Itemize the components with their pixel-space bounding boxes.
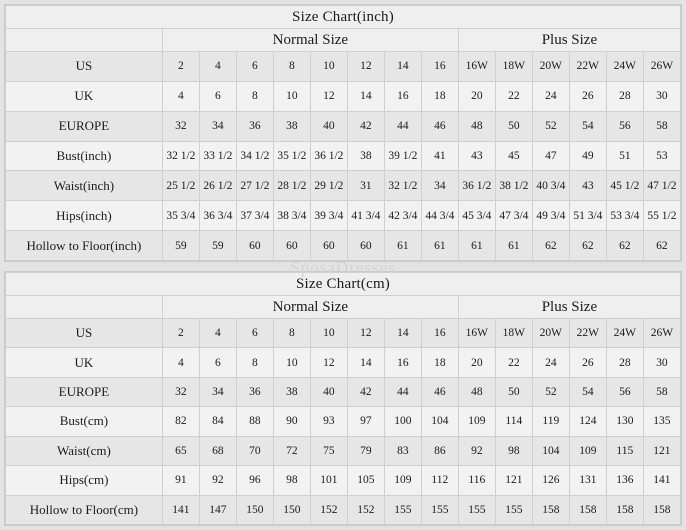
table-cell: 40 3/4 <box>532 171 569 201</box>
table-cell: 46 <box>421 111 458 141</box>
table-cell: 8 <box>273 319 310 348</box>
table-cell: 4 <box>162 348 199 377</box>
table-row <box>6 141 681 171</box>
table-cell: 60 <box>347 231 384 261</box>
table-cell: 61 <box>458 231 495 261</box>
table-cell: 49 3/4 <box>532 201 569 231</box>
table-cell: 53 <box>643 141 680 171</box>
table-cell: 24 <box>532 348 569 377</box>
row-label: Hollow to Floor(inch) <box>6 231 163 261</box>
table-cell: 8 <box>273 52 310 82</box>
size-chart-cm-table <box>5 272 681 525</box>
table-cell: 12 <box>347 319 384 348</box>
table-cell: 83 <box>384 436 421 465</box>
table-cell: 47 1/2 <box>643 171 680 201</box>
table-cell: 28 <box>606 348 643 377</box>
table-cell: 51 <box>606 141 643 171</box>
table-cell: 50 <box>495 377 532 406</box>
table-cell: 18W <box>495 319 532 348</box>
table-cell: 104 <box>532 436 569 465</box>
table-cell: 25 1/2 <box>162 171 199 201</box>
table-cell: 38 3/4 <box>273 201 310 231</box>
table-cell: 49 <box>569 141 606 171</box>
table-cell: 39 1/2 <box>384 141 421 171</box>
table-cell: 14 <box>347 81 384 111</box>
table-row <box>6 52 681 82</box>
group-header-label: Normal Size <box>162 296 458 319</box>
table-cell: 98 <box>273 466 310 495</box>
table-cell: 62 <box>643 231 680 261</box>
table-cell: 26 1/2 <box>199 171 236 201</box>
table-cell: 6 <box>199 348 236 377</box>
table-cell: 8 <box>236 81 273 111</box>
table-cell: 109 <box>458 407 495 436</box>
row-label: Bust(cm) <box>6 407 163 436</box>
table-cell: 16 <box>421 52 458 82</box>
table-cell: 158 <box>569 495 606 524</box>
table-cell: 37 3/4 <box>236 201 273 231</box>
table-cell: 109 <box>569 436 606 465</box>
table-cell: 41 3/4 <box>347 201 384 231</box>
table-cell: 14 <box>347 348 384 377</box>
table-cell: 18 <box>421 81 458 111</box>
table-cell: 126 <box>532 466 569 495</box>
table-cell: 116 <box>458 466 495 495</box>
table-cell: 36 3/4 <box>199 201 236 231</box>
table-cell: 29 1/2 <box>310 171 347 201</box>
table-cell: 51 3/4 <box>569 201 606 231</box>
table-cell: 20W <box>532 52 569 82</box>
table-cell: 38 <box>273 111 310 141</box>
chart-title: Size Chart(cm) <box>6 273 681 296</box>
table-cell: 136 <box>606 466 643 495</box>
table-cell: 34 1/2 <box>236 141 273 171</box>
table-cell: 56 <box>606 111 643 141</box>
table-cell: 40 <box>310 377 347 406</box>
table-row <box>6 111 681 141</box>
table-cell: 12 <box>347 52 384 82</box>
table-cell: 40 <box>310 111 347 141</box>
row-label: US <box>6 52 163 82</box>
row-label: UK <box>6 81 163 111</box>
row-label: US <box>6 319 163 348</box>
table-cell: 147 <box>199 495 236 524</box>
table-cell: 150 <box>236 495 273 524</box>
table-cell: 61 <box>421 231 458 261</box>
table-cell: 88 <box>236 407 273 436</box>
row-label: EUROPE <box>6 111 163 141</box>
table-cell: 4 <box>162 81 199 111</box>
group-header-label: Plus Size <box>458 29 680 52</box>
row-label: Hollow to Floor(cm) <box>6 495 163 524</box>
table-cell: 41 <box>421 141 458 171</box>
table-cell: 16W <box>458 319 495 348</box>
table-cell: 6 <box>236 319 273 348</box>
size-chart-cm <box>4 271 682 526</box>
group-header-corner <box>6 29 163 52</box>
table-cell: 2 <box>162 319 199 348</box>
table-cell: 4 <box>199 52 236 82</box>
table-cell: 52 <box>532 111 569 141</box>
group-header-label: Normal Size <box>162 29 458 52</box>
table-cell: 8 <box>236 348 273 377</box>
table-cell: 155 <box>421 495 458 524</box>
size-chart-cm-body <box>6 273 681 525</box>
table-cell: 34 <box>199 111 236 141</box>
chart-title-row <box>6 273 681 296</box>
table-cell: 65 <box>162 436 199 465</box>
table-cell: 92 <box>458 436 495 465</box>
table-row <box>6 436 681 465</box>
table-cell: 32 <box>162 377 199 406</box>
table-row <box>6 377 681 406</box>
table-cell: 60 <box>310 231 347 261</box>
group-header-label: Plus Size <box>458 296 680 319</box>
table-cell: 48 <box>458 111 495 141</box>
table-cell: 61 <box>384 231 421 261</box>
table-cell: 98 <box>495 436 532 465</box>
table-cell: 50 <box>495 111 532 141</box>
table-row <box>6 81 681 111</box>
table-cell: 93 <box>310 407 347 436</box>
table-cell: 75 <box>310 436 347 465</box>
table-cell: 58 <box>643 377 680 406</box>
table-cell: 47 3/4 <box>495 201 532 231</box>
table-cell: 92 <box>199 466 236 495</box>
group-header-row <box>6 296 681 319</box>
table-cell: 43 <box>458 141 495 171</box>
table-cell: 42 3/4 <box>384 201 421 231</box>
table-cell: 20W <box>532 319 569 348</box>
table-cell: 152 <box>310 495 347 524</box>
table-cell: 16 <box>384 348 421 377</box>
table-cell: 10 <box>273 348 310 377</box>
table-cell: 31 <box>347 171 384 201</box>
table-cell: 34 <box>199 377 236 406</box>
table-cell: 12 <box>310 81 347 111</box>
table-cell: 32 1/2 <box>162 141 199 171</box>
row-label: UK <box>6 348 163 377</box>
table-cell: 2 <box>162 52 199 82</box>
table-cell: 97 <box>347 407 384 436</box>
row-label: Hips(cm) <box>6 466 163 495</box>
row-label: Hips(inch) <box>6 201 163 231</box>
chart-title-row <box>6 6 681 29</box>
table-cell: 43 <box>569 171 606 201</box>
table-cell: 26 <box>569 348 606 377</box>
table-cell: 68 <box>199 436 236 465</box>
table-cell: 32 1/2 <box>384 171 421 201</box>
table-cell: 28 1/2 <box>273 171 310 201</box>
table-cell: 59 <box>162 231 199 261</box>
table-cell: 6 <box>236 52 273 82</box>
table-cell: 22 <box>495 81 532 111</box>
table-cell: 158 <box>643 495 680 524</box>
table-cell: 10 <box>310 52 347 82</box>
table-cell: 18W <box>495 52 532 82</box>
table-cell: 16 <box>384 81 421 111</box>
table-cell: 119 <box>532 407 569 436</box>
table-cell: 61 <box>495 231 532 261</box>
table-cell: 90 <box>273 407 310 436</box>
table-cell: 55 1/2 <box>643 201 680 231</box>
row-label: Waist(inch) <box>6 171 163 201</box>
table-cell: 6 <box>199 81 236 111</box>
table-cell: 91 <box>162 466 199 495</box>
table-cell: 45 3/4 <box>458 201 495 231</box>
table-row <box>6 348 681 377</box>
table-cell: 130 <box>606 407 643 436</box>
table-cell: 158 <box>532 495 569 524</box>
row-label: Bust(inch) <box>6 141 163 171</box>
table-cell: 62 <box>532 231 569 261</box>
table-cell: 36 <box>236 111 273 141</box>
table-cell: 152 <box>347 495 384 524</box>
table-cell: 105 <box>347 466 384 495</box>
table-cell: 121 <box>643 436 680 465</box>
table-cell: 101 <box>310 466 347 495</box>
table-cell: 24 <box>532 81 569 111</box>
table-cell: 96 <box>236 466 273 495</box>
table-cell: 26W <box>643 52 680 82</box>
table-cell: 114 <box>495 407 532 436</box>
table-cell: 60 <box>236 231 273 261</box>
table-row <box>6 171 681 201</box>
table-cell: 45 1/2 <box>606 171 643 201</box>
table-cell: 62 <box>606 231 643 261</box>
table-cell: 38 <box>273 377 310 406</box>
table-cell: 155 <box>458 495 495 524</box>
table-cell: 62 <box>569 231 606 261</box>
table-cell: 48 <box>458 377 495 406</box>
table-cell: 46 <box>421 377 458 406</box>
table-cell: 100 <box>384 407 421 436</box>
table-cell: 27 1/2 <box>236 171 273 201</box>
table-cell: 24W <box>606 319 643 348</box>
table-cell: 35 1/2 <box>273 141 310 171</box>
table-cell: 24W <box>606 52 643 82</box>
table-cell: 30 <box>643 81 680 111</box>
table-cell: 16W <box>458 52 495 82</box>
table-cell: 22W <box>569 319 606 348</box>
table-cell: 14 <box>384 52 421 82</box>
table-cell: 38 1/2 <box>495 171 532 201</box>
table-cell: 38 <box>347 141 384 171</box>
size-chart-inch-table <box>5 5 681 261</box>
table-cell: 86 <box>421 436 458 465</box>
table-row <box>6 319 681 348</box>
table-cell: 56 <box>606 377 643 406</box>
table-cell: 42 <box>347 111 384 141</box>
size-chart-inch <box>4 4 682 262</box>
table-row <box>6 407 681 436</box>
table-cell: 109 <box>384 466 421 495</box>
table-cell: 36 1/2 <box>310 141 347 171</box>
table-cell: 10 <box>310 319 347 348</box>
table-cell: 16 <box>421 319 458 348</box>
table-cell: 82 <box>162 407 199 436</box>
table-row <box>6 231 681 261</box>
table-cell: 150 <box>273 495 310 524</box>
table-cell: 20 <box>458 81 495 111</box>
table-cell: 33 1/2 <box>199 141 236 171</box>
table-cell: 58 <box>643 111 680 141</box>
table-cell: 30 <box>643 348 680 377</box>
table-cell: 28 <box>606 81 643 111</box>
table-cell: 155 <box>384 495 421 524</box>
table-cell: 52 <box>532 377 569 406</box>
table-cell: 121 <box>495 466 532 495</box>
table-cell: 22 <box>495 348 532 377</box>
table-cell: 54 <box>569 377 606 406</box>
row-label: Waist(cm) <box>6 436 163 465</box>
table-cell: 72 <box>273 436 310 465</box>
table-cell: 44 <box>384 111 421 141</box>
table-cell: 36 <box>236 377 273 406</box>
table-cell: 135 <box>643 407 680 436</box>
table-cell: 14 <box>384 319 421 348</box>
table-cell: 32 <box>162 111 199 141</box>
table-cell: 26W <box>643 319 680 348</box>
table-cell: 79 <box>347 436 384 465</box>
table-cell: 36 1/2 <box>458 171 495 201</box>
table-cell: 124 <box>569 407 606 436</box>
watermark-text: SposaDresses <box>290 258 396 277</box>
table-cell: 115 <box>606 436 643 465</box>
table-cell: 26 <box>569 81 606 111</box>
table-row <box>6 201 681 231</box>
table-cell: 54 <box>569 111 606 141</box>
table-cell: 155 <box>495 495 532 524</box>
table-cell: 53 3/4 <box>606 201 643 231</box>
size-chart-inch-body <box>6 6 681 261</box>
table-cell: 131 <box>569 466 606 495</box>
table-cell: 39 3/4 <box>310 201 347 231</box>
table-cell: 70 <box>236 436 273 465</box>
table-cell: 12 <box>310 348 347 377</box>
table-cell: 44 <box>384 377 421 406</box>
table-cell: 4 <box>199 319 236 348</box>
table-cell: 60 <box>273 231 310 261</box>
table-cell: 18 <box>421 348 458 377</box>
table-cell: 42 <box>347 377 384 406</box>
table-cell: 112 <box>421 466 458 495</box>
row-label: EUROPE <box>6 377 163 406</box>
table-cell: 10 <box>273 81 310 111</box>
table-cell: 44 3/4 <box>421 201 458 231</box>
table-cell: 158 <box>606 495 643 524</box>
table-row <box>6 466 681 495</box>
table-cell: 141 <box>643 466 680 495</box>
table-cell: 59 <box>199 231 236 261</box>
table-cell: 104 <box>421 407 458 436</box>
table-cell: 20 <box>458 348 495 377</box>
table-row <box>6 495 681 524</box>
table-cell: 45 <box>495 141 532 171</box>
table-cell: 47 <box>532 141 569 171</box>
table-cell: 35 3/4 <box>162 201 199 231</box>
chart-title: Size Chart(inch) <box>6 6 681 29</box>
table-cell: 141 <box>162 495 199 524</box>
table-cell: 34 <box>421 171 458 201</box>
table-cell: 22W <box>569 52 606 82</box>
table-cell: 84 <box>199 407 236 436</box>
group-header-row <box>6 29 681 52</box>
group-header-corner <box>6 296 163 319</box>
